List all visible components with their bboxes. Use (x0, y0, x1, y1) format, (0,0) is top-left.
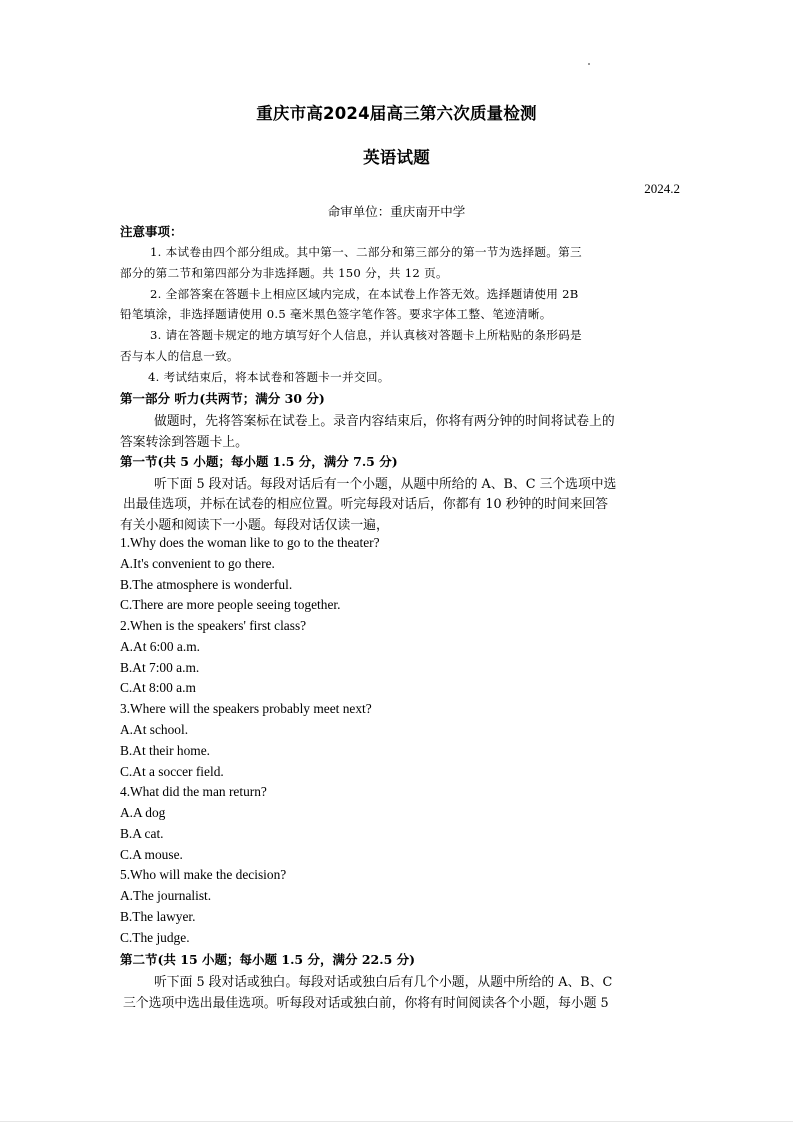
section2-intro-line: 听下面 5 段对话或独白。每段对话或独白后有几个小题，从题中所给的 A、B、C (154, 975, 613, 990)
question-text: 1.Why does the woman like to go to the theater? (120, 535, 380, 550)
option-text: C.At a soccer field. (120, 764, 224, 779)
corner-dot (588, 63, 590, 65)
section1-intro-line: 出最佳选项，并标在试卷的相应位置。听完每段对话后，你都有 10 秒钟的时间来回答 (123, 497, 609, 512)
option-text: C.There are more people seeing together. (120, 597, 341, 612)
notice-line: 1. 本试卷由四个部分组成。其中第一、二部分和第三部分的第一节为选择题。第三 (150, 245, 582, 259)
section2-intro-line: 三个选项中选出最佳选项。听每段对话或独白前，你将有时间阅读各个小题，每小题 5 (123, 996, 609, 1011)
option-text: B.The lawyer. (120, 909, 196, 924)
section1-heading: 第一节(共 5 小题；每小题 1.5 分，满分 7.5 分) (120, 454, 398, 469)
part1-heading: 第一部分 听力(共两节；满分 30 分) (120, 391, 325, 406)
option-text: A.At school. (120, 722, 189, 737)
notice-line: 4. 考试结束后，将本试卷和答题卡一并交回。 (148, 370, 390, 384)
notice-line: 2. 全部答案在答题卡上相应区域内完成，在本试卷上作答无效。选择题请使用 2B (150, 287, 579, 301)
option-text: C.At 8:00 a.m (120, 680, 196, 695)
notice-heading: 注意事项： (120, 224, 183, 239)
notice-line: 部分的第二节和第四部分为非选择题。共 150 分，共 12 页。 (120, 266, 448, 280)
option-text: A.At 6:00 a.m. (120, 639, 200, 654)
notice-line: 铅笔填涂，非选择题请使用 0.5 毫米黑色签字笔作答。要求字体工整、笔迹清晰。 (120, 307, 552, 321)
question-text: 4.What did the man return? (120, 784, 267, 799)
section2-heading: 第二节(共 15 小题；每小题 1.5 分，满分 22.5 分) (120, 952, 416, 967)
section1-intro-line: 有关小题和阅读下一小题。每段对话仅读一遍， (120, 518, 389, 533)
option-text: A.It's convenient to go there. (120, 556, 275, 571)
part1-intro-line: 做题时，先将答案标在试卷上。录音内容结束后，你将有两分钟的时间将试卷上的 (154, 414, 615, 429)
question-text: 5.Who will make the decision? (120, 867, 287, 882)
option-text: B.A cat. (120, 826, 164, 841)
option-text: A.The journalist. (120, 888, 212, 903)
option-text: B.The atmosphere is wonderful. (120, 577, 293, 592)
exam-unit: 命审单位：重庆南开中学 (327, 204, 466, 219)
notice-line: 否与本人的信息一致。 (120, 349, 239, 363)
option-text: C.The judge. (120, 930, 190, 945)
question-text: 2.When is the speakers' first class? (120, 618, 307, 633)
exam-date: 2024.2 (644, 181, 680, 196)
part1-intro-line: 答案转涂到答题卡上。 (120, 435, 248, 450)
option-text: C.A mouse. (120, 847, 183, 862)
option-text: B.At their home. (120, 743, 211, 758)
notice-line: 3. 请在答题卡规定的地方填写好个人信息，并认真核对答题卡上所粘贴的条形码是 (150, 328, 582, 342)
exam-title: 重庆市高2024届高三第六次质量检测 (256, 104, 537, 123)
option-text: A.A dog (120, 805, 166, 820)
option-text: B.At 7:00 a.m. (120, 660, 200, 675)
question-text: 3.Where will the speakers probably meet next? (120, 701, 372, 716)
exam-subtitle: 英语试题 (363, 148, 430, 167)
section1-intro-line: 听下面 5 段对话。每段对话后有一个小题，从题中所给的 A、B、C 三个选项中选 (154, 477, 617, 492)
